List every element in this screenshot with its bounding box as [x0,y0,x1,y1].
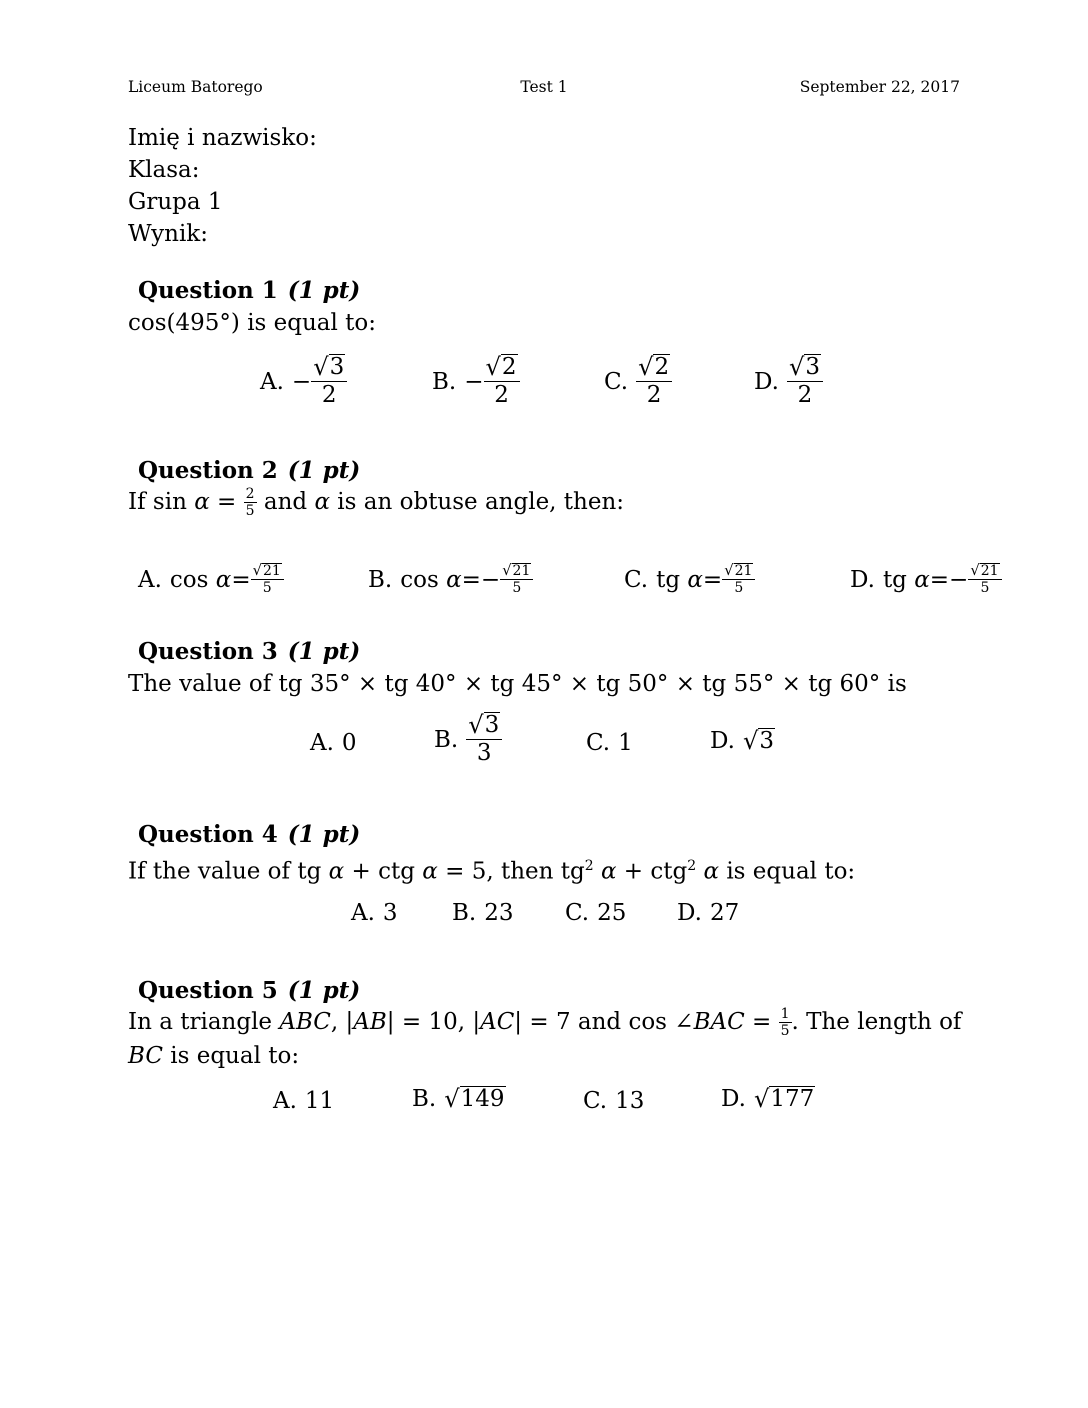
question-4-title: Question 4 (1 pt) [138,821,361,848]
school-name: Liceum Batorego [128,78,263,96]
score-label: Wynik: [128,221,208,247]
test-title: Test 1 [520,78,568,96]
student-info [128,122,317,250]
q2-option-c: C. tg α = √ 21 5 [624,563,755,597]
question-3-title: Question 3 (1 pt) [138,638,361,665]
q5-option-c: C. 13 [583,1088,645,1114]
question-2-points: (1 pt) [287,457,361,484]
name-label: Imię i nazwisko: [128,125,317,151]
q4-option-b: B. 23 [452,900,514,926]
question-3-points: (1 pt) [287,638,361,665]
group-label: Grupa 1 [128,189,223,215]
question-4-text: If the value of tg α + ctg α = 5, then $tg^2$ α + ctg$^2$ α is equal to: [128,858,856,885]
question-5-text: In a triangle ABC, |AB| = 10, |AC| = 7 and cos ∠BAC = $\frac{1}{5}$ . The length of BC is equal to: [128,1006,962,1069]
class-label: Klasa: [128,157,200,183]
q2-option-d: D. tg α = − √ 21 5 [850,563,1002,597]
test-date: September 22, 2017 [799,78,960,96]
question-3-text: The value of tg 35° × tg 40° × tg 45° × tg 50° × tg 55° × tg 60° is [128,671,907,697]
page-header [128,78,960,100]
question-5-title: Question 5 (1 pt) [138,977,361,1004]
question-1-text: cos(495°) is equal to: [128,310,377,336]
q2-option-b: B. cos α = − √ 21 5 [368,563,533,597]
q1-option-c: C. √ 2 2 [604,354,672,410]
question-4-points: (1 pt) [287,821,361,848]
q4-option-d: D. 27 [677,900,740,926]
question-1-title: Question 1 (1 pt) [138,277,361,304]
q3-option-a: A. 0 [310,730,357,756]
q4-option-a: A. 3 [351,900,398,926]
q5-option-a: A. 11 [273,1088,335,1114]
q5-option-b: B. √ 149 [412,1085,505,1114]
question-1-points: (1 pt) [287,277,361,304]
question-5-points: (1 pt) [287,977,361,1004]
q1-option-b: B. − √ 2 2 [432,354,520,410]
q3-option-b: B. √ 3 3 [434,712,502,768]
q4-option-c: C. 25 [565,900,627,926]
question-2-title: Question 2 (1 pt) [138,457,361,484]
q2-option-a: A. cos α = √ 21 5 [138,563,284,597]
question-2-text: If sin α = $\frac{2}{5}$ and α is an obtuse angle, then: [128,486,625,520]
q3-option-d: D. √ 3 [710,727,774,756]
q3-option-c: C. 1 [586,730,633,756]
q5-option-d: D. √ 177 [721,1085,815,1114]
q1-option-a: A. − √ 3 2 [260,354,347,410]
q1-option-d: D. √ 3 2 [754,354,823,410]
